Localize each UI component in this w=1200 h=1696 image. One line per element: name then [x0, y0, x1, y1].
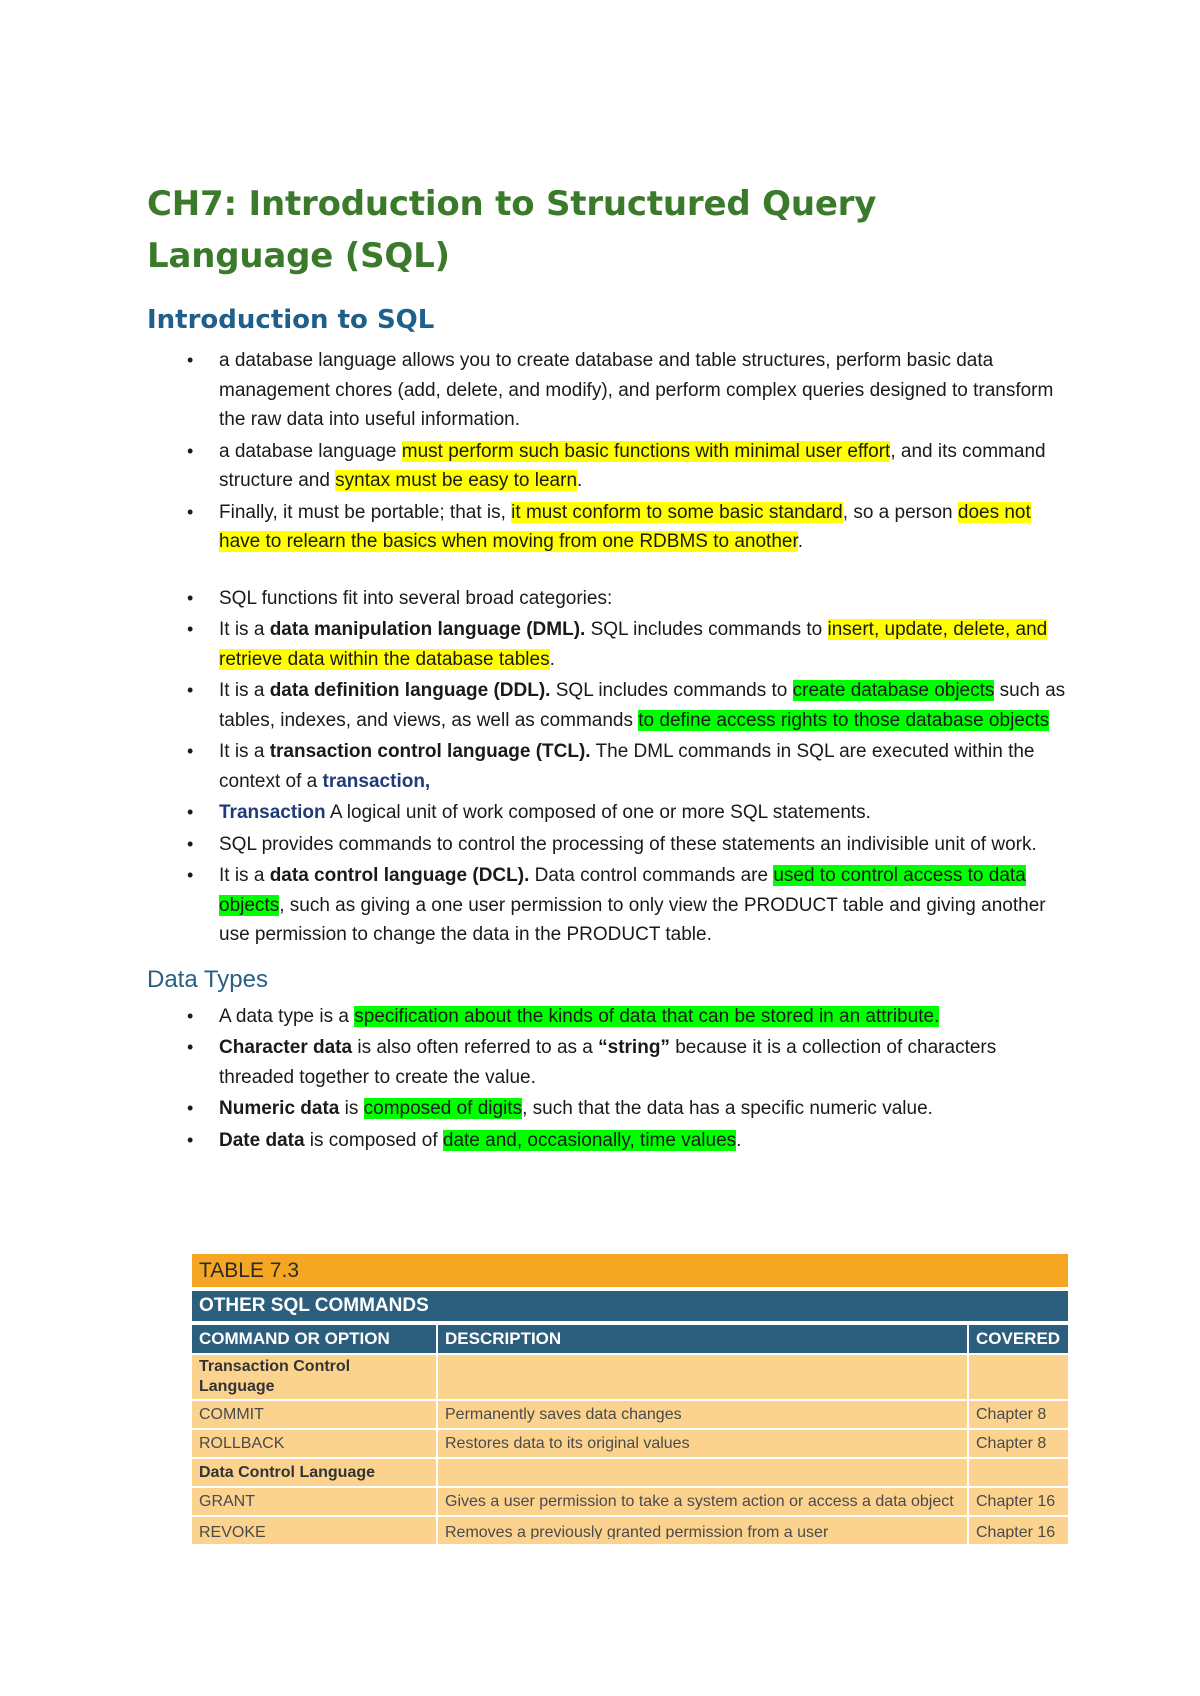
list-item: • Date data is composed of date and, occasionally, time values.: [147, 1126, 1067, 1156]
table-cell: Chapter 16: [968, 1516, 1068, 1544]
table-title: TABLE 7.3: [192, 1254, 1068, 1291]
table-row: [192, 1516, 1068, 1544]
list-item: • Character data is also often referred to as a “string” because it is a collection of characters threaded together to create the value.: [147, 1033, 1067, 1092]
list-item: • SQL functions fit into several broad categories:: [147, 584, 1067, 614]
bullet-icon: •: [187, 802, 194, 822]
bullet-icon: •: [187, 440, 194, 461]
table-cell: Transaction Control Language: [192, 1354, 437, 1400]
list-item-ddl: • It is a data definition language (DDL). SQL includes commands to create database objects such as tables, indexes, and views, as well as commands to define access rights to those database objects: [147, 676, 1067, 735]
bullet-icon: •: [187, 1129, 194, 1150]
table-row: [192, 1487, 1068, 1516]
bullet-icon: •: [187, 587, 194, 608]
table-cell: Restores data to its original values: [437, 1429, 968, 1458]
column-header: COVERED: [968, 1325, 1068, 1354]
list-item-dml: • It is a data manipulation language (DML). SQL includes commands to insert, update, delete, and retrieve data within the database tables.: [147, 615, 1067, 674]
bullet-icon: •: [187, 1037, 194, 1057]
table-cell: GRANT: [192, 1487, 437, 1516]
bullet-icon: •: [187, 833, 194, 854]
list-item: • a database language allows you to create database and table structures, perform basic data management chores (add, delete, and modify), and perform complex queries designed to transform the raw data into useful information.: [147, 346, 1067, 435]
table-row: [192, 1354, 1068, 1400]
data-types-list: [147, 1002, 1067, 1156]
intro-list: [147, 346, 1067, 950]
table-cell: ROLLBACK: [192, 1429, 437, 1458]
bullet-icon: •: [187, 619, 194, 639]
column-header: COMMAND OR OPTION: [192, 1325, 437, 1354]
bullet-icon: •: [187, 865, 194, 885]
table-cell: Data Control Language: [192, 1458, 437, 1487]
list-item: • Finally, it must be portable; that is, it must conform to some basic standard, so a person does not have to relearn the basics when moving from one RDBMS to another.: [147, 498, 1067, 557]
section-heading-intro: Introduction to SQL: [147, 305, 435, 335]
page-title: CH7: Introduction to Structured Query Language (SQL): [147, 184, 877, 276]
list-item: • Numeric data is composed of digits, such that the data has a specific numeric value.: [147, 1094, 1067, 1124]
table-cell: Gives a user permission to take a system action or access a data object: [437, 1487, 968, 1516]
table-cell: Removes a previously granted permission from a user: [437, 1516, 968, 1544]
list-item-dcl: • It is a data control language (DCL). Data control commands are used to control access to data objects, such as giving a one user permission to only view the PRODUCT table and giving another use permission to change the data in the PRODUCT table.: [147, 861, 1067, 950]
table-cell: [437, 1458, 968, 1487]
bullet-icon: •: [187, 1098, 194, 1118]
column-header: DESCRIPTION: [437, 1325, 968, 1354]
table-row: [192, 1429, 1068, 1458]
table-header-row: [192, 1325, 1068, 1354]
table-grid: [192, 1325, 1068, 1544]
table-cell: Chapter 8: [968, 1429, 1068, 1458]
list-item: • A data type is a specification about the kinds of data that can be stored in an attribute.: [147, 1002, 1067, 1032]
table-cell: COMMIT: [192, 1400, 437, 1429]
bullet-icon: •: [187, 1005, 194, 1026]
bullet-icon: •: [187, 350, 194, 370]
list-item-transaction: • Transaction A logical unit of work composed of one or more SQL statements.: [147, 798, 1067, 828]
table-cell: Chapter 8: [968, 1400, 1068, 1429]
list-item: • SQL provides commands to control the processing of these statements an indivisible unit of work.: [147, 830, 1067, 860]
document-page: [147, 178, 1067, 1157]
table-cell: [437, 1354, 968, 1400]
bullet-icon: •: [187, 680, 194, 700]
table-cell: [968, 1458, 1068, 1487]
table-cell: Permanently saves data changes: [437, 1400, 968, 1429]
table-row: [192, 1458, 1068, 1487]
table-cell: REVOKE: [192, 1516, 437, 1544]
list-item: • a database language must perform such basic functions with minimal user effort, and its command structure and syntax must be easy to learn.: [147, 437, 1067, 496]
list-item-tcl: • It is a transaction control language (TCL). The DML commands in SQL are executed within the context of a transaction,: [147, 737, 1067, 796]
bullet-icon: •: [187, 501, 194, 522]
bullet-icon: •: [187, 741, 194, 761]
table-subtitle: OTHER SQL COMMANDS: [192, 1291, 1068, 1325]
sql-commands-table: [192, 1254, 1068, 1544]
section-heading-data-types: Data Types: [147, 965, 268, 993]
table-row: [192, 1400, 1068, 1429]
table-cell: [968, 1354, 1068, 1400]
table-cell: Chapter 16: [968, 1487, 1068, 1516]
